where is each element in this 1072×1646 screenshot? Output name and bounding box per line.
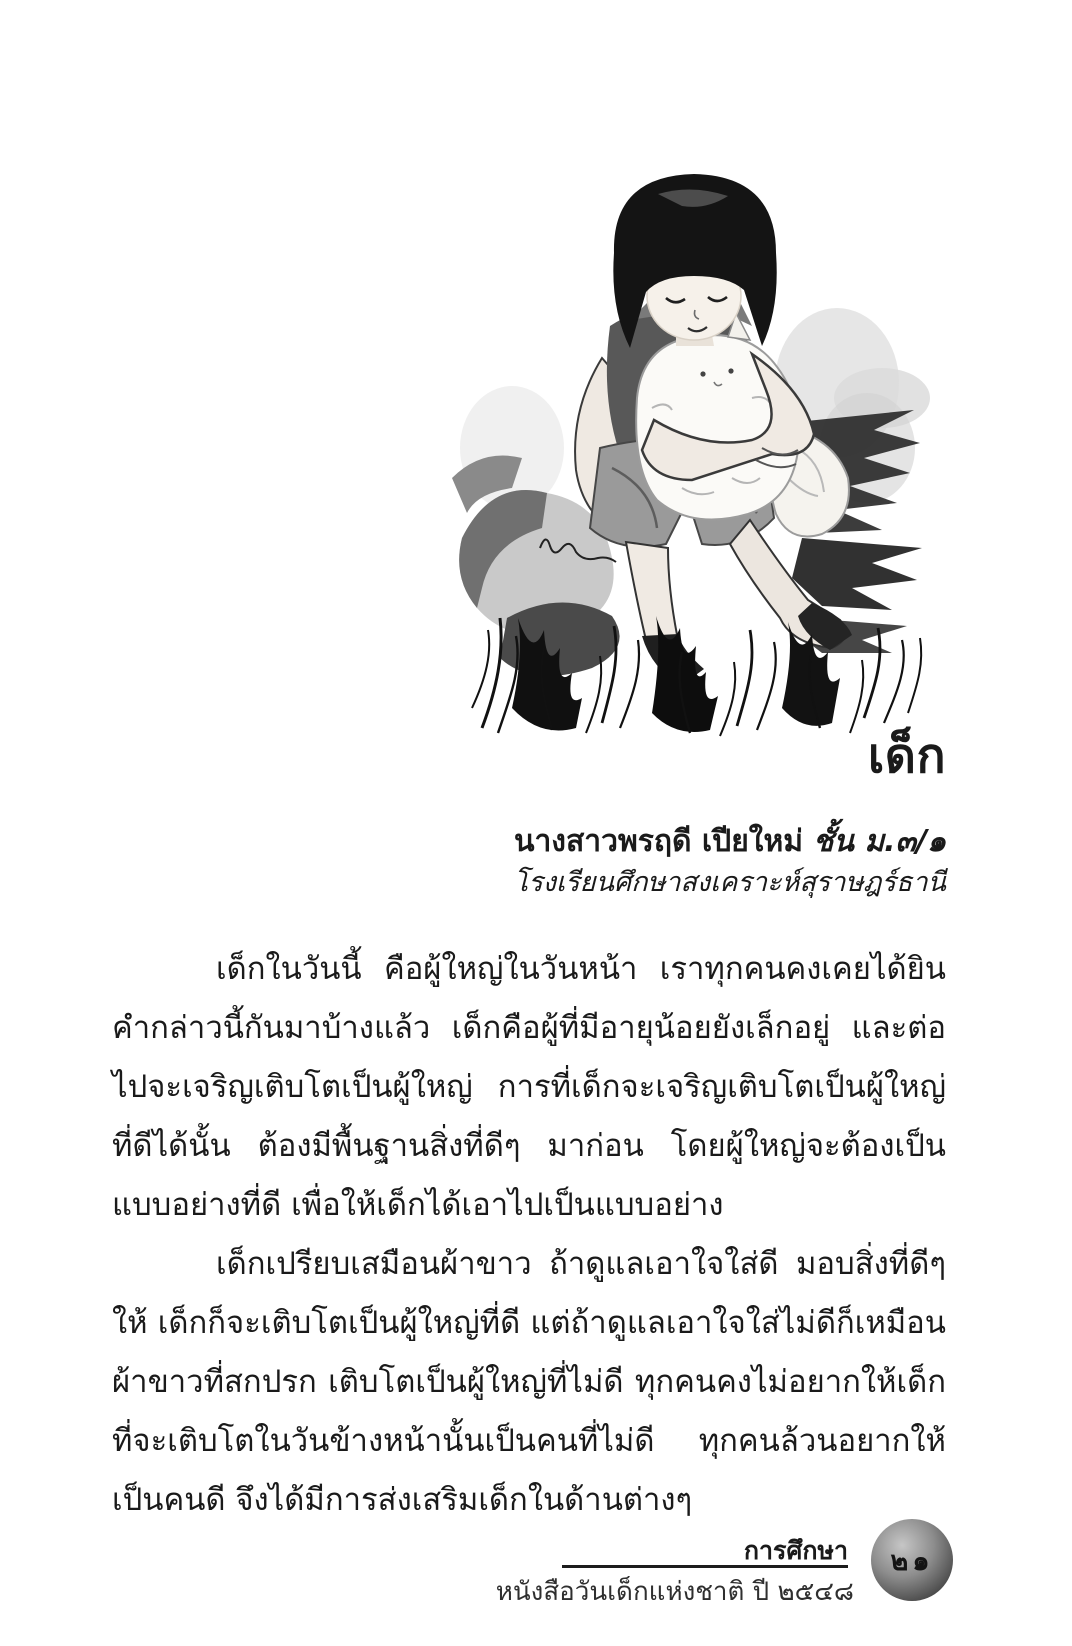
author-name: นางสาวพรฤดี เปียใหม่ [513, 824, 803, 859]
illustration-drawing [452, 148, 934, 740]
author-class: ชั้น ม.๓/๑ [813, 824, 946, 859]
page-number: ๒๑ [890, 1545, 934, 1577]
footer-book-title: หนังสือวันเด็กแห่งชาติ ปี ๒๕๔๘ [495, 1577, 854, 1607]
essay-body [112, 940, 946, 1530]
essay-paragraph-2: เด็กเปรียบเสมือนผ้าขาว ถ้าดูแลเอาใจใส่ดี มอบสิ่งที่ดีๆ ให้ เด็กก็จะเติบโตเป็นผู้ใหญ่ที่ดี แต่ถ้าดูแลเอาใจใส่ไม่ดีก็เหมือนผ้าขาวที่สกปรก เติบโตเป็นผู้ใหญ่ที่ไม่ดี ทุกคนคงไม่อยากให้เด็กที่จะเติบโตในวันข้างหน้านั้นเป็นคนที่ไม่ดี ทุกคนล้วนอยากให้เป็นคนดี จึงได้มีการส่งเสริมเด็กในด้านต่างๆ [112, 1246, 946, 1518]
page-number-badge [871, 1519, 953, 1601]
footer-section-label: การศึกษา [743, 1536, 848, 1565]
page-title: เด็ก [867, 728, 946, 784]
byline-school: โรงเรียนศึกษาสงเคราะห์สุราษฎร์ธานี [513, 867, 946, 898]
essay-paragraph-1: เด็กในวันนี้ คือผู้ใหญ่ในวันหน้า เราทุกคนคงเคยได้ยินคำกล่าวนี้กันมาบ้างแล้ว เด็กคือผู้ที่มีอายุน้อยยังเล็กอยู่ และต่อไปจะเจริญเติบโตเป็นผู้ใหญ่ การที่เด็กจะเจริญเติบโตเป็นผู้ใหญ่ที่ดีได้นั้น ต้องมีพื้นฐานสิ่งที่ดีๆ มาก่อน โดยผู้ใหญ่จะต้องเป็นแบบอย่างที่ดี เพื่อให้เด็กได้เอาไปเป็นแบบอย่าง [112, 951, 946, 1223]
footer-divider [562, 1565, 848, 1568]
byline-author [514, 818, 946, 865]
child-with-cat-illustration [452, 148, 934, 740]
